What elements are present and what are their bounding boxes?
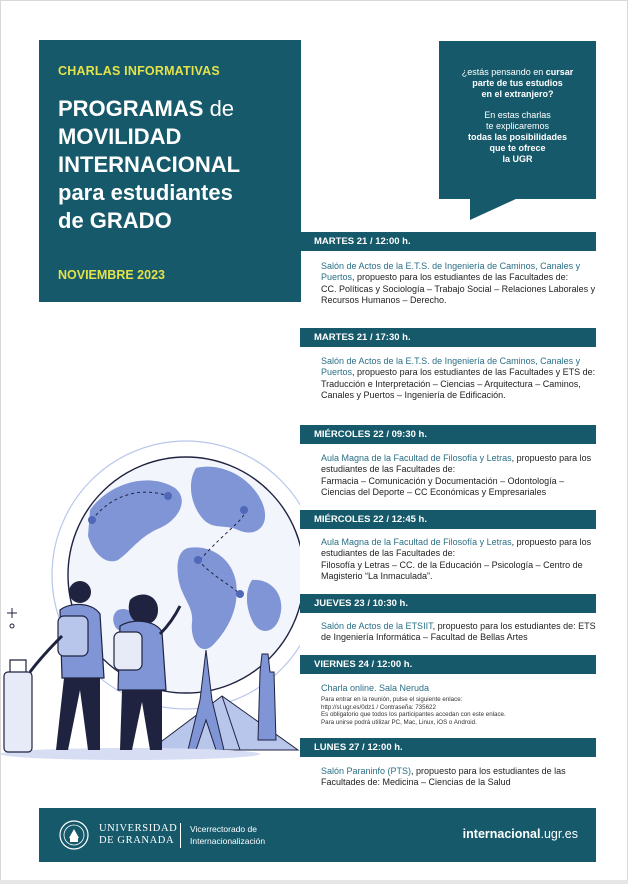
title-line4: para estudiantes [58,180,233,205]
event-desc-1: , propuesto para los estudiantes de las Facultades de: [352,272,569,283]
traveller-head [69,581,91,603]
title-line3: INTERNACIONAL [58,152,241,177]
bubble-question-b3: en el extranjero? [481,89,554,99]
kicker: CHARLAS INFORMATIVAS [58,64,220,78]
traveller-legs [56,678,100,750]
website-link[interactable] [463,827,578,841]
title-line1-a: PROGRAMAS [58,96,204,121]
event-detail-4: Filosofía y Letras – CC. de la Educación – Psicología – Centro de Magisterio “La Inmaculada”. [321,559,583,581]
location-pin-icon [164,492,172,500]
event-desc-7: , propuesto para los estudiantes de las Facultades de: Medicina – Ciencias de la Salud [321,766,566,788]
bottom-strip [0,880,628,884]
event-desc-4: , propuesto para los estudiantes de las Facultades de: [321,537,592,559]
website-bold: internacional [462,827,541,841]
vicerrectorado-line2: Internacionalización [190,836,266,846]
university-name-line2: DE GRANADA [99,835,175,846]
bubble-answer-l2: te explicaremos [485,121,550,131]
event-desc-5: , propuesto para los estudiantes de: ETS de Ingeniería Informática – Facultad de Bellas Artes [321,621,596,643]
bubble-answer-l1: En estas charlas [484,110,551,120]
event-venue-3: Aula Magna de la Facultad de Filosofía y Letras [321,453,512,463]
event-body-5 [321,621,596,644]
suitcase-icon [4,672,32,752]
event-date-6: VIERNES 24 / 12:00 h. [300,655,596,674]
university-name-line1: UNIVERSIDAD [99,823,178,834]
title-line2: MOVILIDAD [58,124,182,149]
suitcase-handle [10,660,26,672]
traveller-legs [120,690,162,750]
online-instructions [321,696,596,726]
event-venue-6: Charla online. Sala Neruda [321,683,430,693]
speech-bubble [439,41,596,199]
event-venue-2: Salón de Actos de la E.T.S. de Ingeniería de Caminos, Canales y Puertos [321,356,581,378]
bubble-answer-b1: todas las posibilidades [467,132,568,142]
event-date-4: MIÉRCOLES 22 / 12:45 h. [300,510,596,529]
event-date-3: MIÉRCOLES 22 / 09:30 h. [300,425,596,444]
title-block [39,40,301,302]
event-desc-3: , propuesto para los estudiantes de las Facultades de: [321,453,592,475]
bubble-answer-b3: la UGR [502,154,533,164]
location-pin-icon [236,590,244,598]
title-line1-b: de [203,96,235,121]
location-pin-icon [240,506,248,514]
backpack-icon [114,632,142,670]
event-venue-1: Salón de Actos de la E.T.S. de Ingeniería de Caminos, Canales y Puertos [321,261,581,283]
event-date-1: MARTES 21 / 12:00 h. [300,232,596,251]
event-body-4 [321,537,596,582]
event-body-6 [321,683,596,727]
vicerrectorado [190,823,265,847]
location-pin-icon [194,556,202,564]
bubble-question-b2: parte de tus estudios [472,78,563,88]
event-body-3 [321,453,596,498]
sparkle-icon [7,608,17,618]
event-date-7: LUNES 27 / 12:00 h. [300,738,596,757]
vicerrectorado-line1: Vicerrectorado de [190,824,257,834]
event-venue-5: Salón de Actos de la ETSIIT [321,621,433,631]
speech-bubble-tail [470,198,518,220]
footer-divider [180,823,181,848]
online-line-1: Para entrar en la reunión, pulse el siguiente enlace: [321,696,463,704]
online-link[interactable]: http://sl.ugr.es/0dz1 / Contraseña: 735622 [321,703,436,711]
event-desc-2: , propuesto para los estudiantes de las Facultades y ETS de: Traducción e Interpretación – Ciencias – Arquitectura – Caminos, Canales y Puertos – Ingeniería de Edificación. [321,367,596,400]
university-seal-icon [59,820,89,850]
location-pin-icon [88,516,96,524]
bubble-answer-b2: que te ofrece [489,143,546,153]
event-body-7 [321,766,596,789]
event-detail-1: CC. Políticas y Sociología – Trabajo Social – Relaciones Laborales y Recursos Humanos – Derecho. [321,283,596,305]
event-body-2 [321,356,596,401]
title-line5-b: GRADO [89,208,172,233]
event-venue-4: Aula Magna de la Facultad de Filosofía y Letras [321,537,512,547]
traveller-arm [30,636,62,672]
footer [39,808,596,862]
sparkle-dot-icon [10,624,14,628]
online-line-4: Para unirse podrá utilizar PC, Mac, Linux, iOS o Android. [321,719,477,727]
statue-of-liberty-icon [258,654,276,740]
backpack-icon [58,616,88,656]
travel-illustration [0,410,300,790]
university-name [99,823,177,847]
event-date-2: MARTES 21 / 17:30 h. [300,328,596,347]
event-date-5: JUEVES 23 / 10:30 h. [300,594,596,613]
main-title [58,95,282,235]
online-line-3: Es obligatorio que todos los participantes accedan con este enlace. [321,711,506,719]
bubble-question-pre: ¿estás pensando en [461,67,546,77]
title-line5-a: de [58,208,90,233]
event-detail-3: Farmacia – Comunicación y Documentación – Odontología – Ciencias del Deporte – CC Económicas y Empresariales [321,475,565,497]
month-label: NOVIEMBRE 2023 [58,268,165,282]
event-venue-7: Salón Paraninfo (PTS) [321,766,412,776]
event-body-1 [321,261,596,306]
website-rest: .ugr.es [540,827,578,841]
bubble-question-b1: cursar [545,67,574,77]
